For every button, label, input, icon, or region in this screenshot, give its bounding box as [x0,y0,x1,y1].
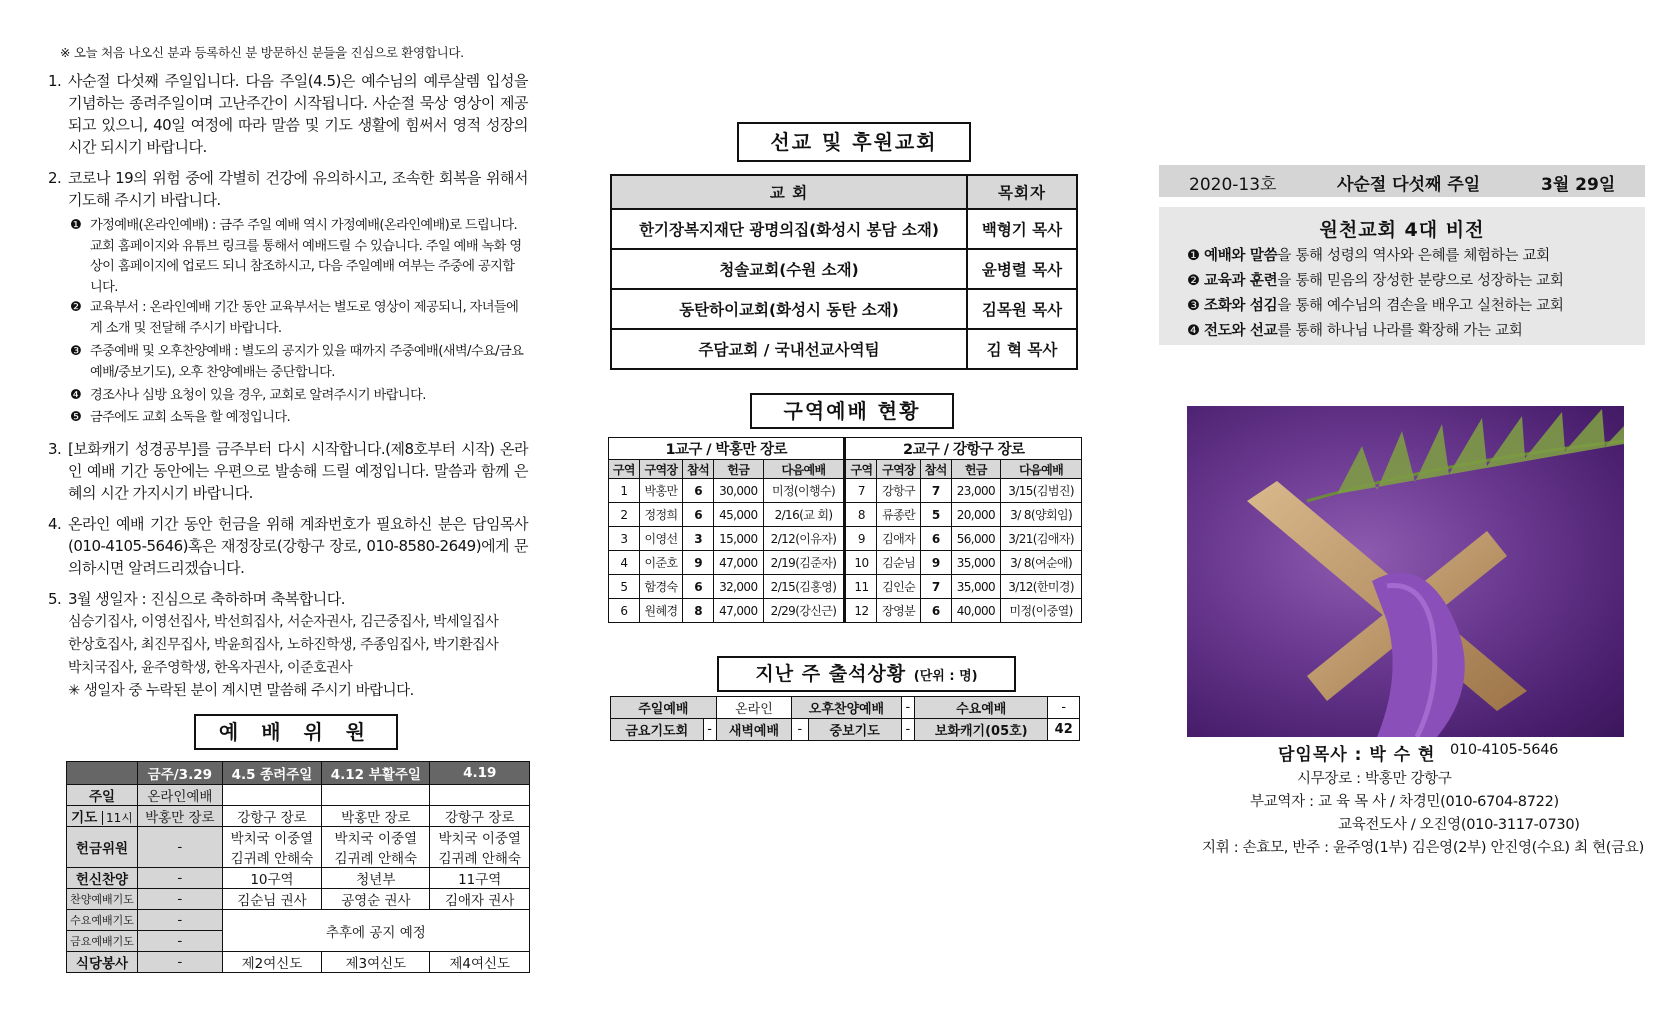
wed-prayer-label: 수요예배기도 [67,910,138,931]
district-cell: 2/29(강신근) [763,599,845,623]
district-cell: 2/12(이유자) [763,527,845,551]
vision-item-1: ❶ 예배와 말씀을 통해 성령의 역사와 은혜를 체험하는 교회 [1187,248,1550,264]
district-cell: 정정희 [639,503,682,527]
pastor-phone: 010-4105-5646 [1450,742,1559,758]
district-header-cell: 구역 [845,460,877,479]
district-cell: 2/15(김홍영) [763,575,845,599]
district-header-cell: 다음예배 [1001,460,1082,479]
district-cell: 35,000 [951,575,1001,599]
fri-prayer-label: 금요예배기도 [67,931,138,952]
district-cell: 5 [920,503,951,527]
district-cell: 9 [683,551,714,575]
col-current: 금주/3.29 [138,762,223,785]
issue-number: 2020-13호 [1189,175,1277,195]
district-cell: 23,000 [951,479,1001,503]
group2-label: 2교구 / 강항구 장로 [845,438,1082,460]
district-row [609,503,1082,527]
col-easter: 4.12 부활주일 [322,762,430,785]
district-header-cell: 구역장 [639,460,682,479]
senior-pastor: 담임목사 : 박 수 현 [1278,745,1436,765]
district-cell: 3 [609,527,640,551]
online-label: 온라인예배 [138,785,223,806]
district-cell: 김인순 [877,575,920,599]
district-cell: 3/12(한미경) [1001,575,1082,599]
vision-item-4: ❹ 전도와 선교를 통해 하나님 나라를 확장해 가는 교회 [1187,323,1523,339]
district-cell: 56,000 [951,527,1001,551]
district-header-cell: 구역장 [877,460,920,479]
afternoon-prayer-label: 찬양예배기도 [67,889,138,910]
associate-minister-2: 교육전도사 / 오진영(010-3117-0730) [1338,817,1580,833]
district-cell: 47,000 [714,551,764,575]
district-cell: 3 [683,527,714,551]
district-cell: 3/21(김애자) [1001,527,1082,551]
cross-palm-illustration [1187,406,1624,737]
district-cell: 7 [920,479,951,503]
col-4-19: 4.19 [430,762,530,785]
district-cell: 함경숙 [639,575,682,599]
district-cell: 7 [845,479,877,503]
district-cell: 이준호 [639,551,682,575]
district-cell: 4 [609,551,640,575]
district-cell: 박홍만 [639,479,682,503]
sunday-label: 주일 [67,785,138,806]
worship-committee-table: 금주/3.29 4.5 종려주일 4.12 부활주일 4.19 주일 온라인예배 기도 11시 박홍만 장로 강항구 장로 박홍만 장로 강항구 장로 헌금위원 - 박치국 이중열 김귀례 안해숙 박치국 이중열 김귀례 안해숙 박치국 이중열 김귀례 안해숙 헌신찬양 - 10구역 청년부 11구역 찬양예배기도 - 김순님 권사 공영순 권사 김애자 권사 수요예배기도 - 추후에 공지 예정 금요예배기도 - 식당봉사 - 제2여신도 제3여신도 제4여신도 [66,761,530,973]
prayer-label: 기도 [71,810,98,826]
sub-item-4: ❹ 경조사나 심방 요청이 있을 경우, 교회로 알려주시기 바랍니다. [70,388,426,403]
announcement-4: 4. 온라인 예배 기간 동안 헌금을 위해 계좌번호가 필요하신 분은 담임목사(010-4105-5646)혹은 재정장로(강항구 장로, 010-8580-2649)에게 문의하시면 알려드리겠습니다. [48,515,528,577]
sub-item-5: ❺ 금주에도 교회 소독을 할 예정입니다. [70,410,291,425]
district-table [608,437,1082,623]
district-cell: 9 [845,527,877,551]
district-cell: 8 [683,599,714,623]
district-cell: 3/15(김범진) [1001,479,1082,503]
birthday-names: 심승기집사, 이영선집사, 박선희집사, 서순자권사, 김근중집사, 박세일집사 한상호집사, 최진무집사, 박윤희집사, 노하진학생, 주종임집사, 박기환집사 박치국집사, 윤주영학생, 한옥자권사, 이준호권사 ✳ 생일자 중 누락된 분이 계시면 말씀해 주시기 바랍니다. [68,611,528,703]
announcement-3: 3. [보화캐기 성경공부]를 금주부터 다시 시작합니다.(제8호부터 시작) 온라인 예배 기간 동안에는 우편으로 발송해 드릴 예정입니다. 말씀과 함께 은혜의 시간 가지시기 바랍니다. [48,440,528,502]
vision-item-3: ❸ 조화와 섬김을 통해 예수님의 겸손을 배우고 실천하는 교회 [1187,298,1564,314]
district-row [609,575,1082,599]
district-cell: 15,000 [714,527,764,551]
mission-table: 교 회 목회자 한기장복지재단 광명의집(화성시 봉담 소재) 백형기 목사 청솔교회(수원 소재) 윤병렬 목사 동탄하이교회(화성시 동탄 소재) 김목원 목사 주담교회 / 국내선교사역팀 김 혁 목사 [610,174,1078,370]
district-cell: 10 [845,551,877,575]
choir-leaders: 지휘 : 손효모, 반주 : 윤주영(1부) 김은영(2부) 안진영(수요) 최 현(금요) [1202,840,1644,856]
district-cell: 6 [920,527,951,551]
sub-item-1: ❶ 가정예배(온라인예배) : 금주 주일 예배 역시 가정예배(온라인예배)로 드립니다. 교회 홈페이지와 유튜브 링크를 통해서 예배드릴 수 있습니다. 주일 예배 녹화 영상이 홈페이지에 업로드 되니 참조하시고, 다음 주일예배 여부는 주중에 공지합니다. [70,218,522,295]
district-cell: 6 [683,575,714,599]
district-cell: 35,000 [951,551,1001,575]
district-cell: 3/ 8(양회임) [1001,503,1082,527]
district-row [609,479,1082,503]
district-row [609,551,1082,575]
district-cell: 김애자 [877,527,920,551]
district-title: 구역예배 현황 [750,393,954,429]
sub-item-2: ❷ 교육부서 : 온라인예배 기간 동안 교육부서는 별도로 영상이 제공되니, 자녀들에게 소개 및 전달해 주시기 바랍니다. [70,300,519,336]
district-header-cell: 참석 [683,460,714,479]
district-cell: 6 [683,503,714,527]
lent-cross-photo [1187,406,1624,737]
district-cell: 미정(이중열) [1001,599,1082,623]
later-notice: 추후에 공지 예정 [222,910,529,952]
offering-label: 헌금위원 [67,827,138,868]
associate-minister-1: 부교역자 : 교 육 목 사 / 차경민(010-6704-8722) [1250,794,1559,810]
district-cell: 12 [845,599,877,623]
attendance-title: 지난 주 출석상황 (단위 : 명) [717,656,1016,692]
district-cell: 20,000 [951,503,1001,527]
district-cell: 47,000 [714,599,764,623]
vision-item-2: ❷ 교육과 훈련을 통해 믿음의 장성한 분량으로 성장하는 교회 [1187,273,1564,289]
vision-title: 원천교회 4대 비전 [1319,219,1485,241]
district-cell: 2/19(김준자) [763,551,845,575]
district-header-cell: 헌금 [714,460,764,479]
attendance-table: 주일예배 온라인 오후찬양예배 - 수요예배 - 금요기도회 - 새벽예배 - 중보기도 - 보화캐기(05호) 42 [610,696,1080,741]
welcome-note: ※ 오늘 처음 나오신 분과 등록하신 분 방문하신 분들을 진심으로 환영합니다. [60,45,464,60]
worship-committee-title: 예 배 위 원 [194,714,398,750]
district-cell: 김순님 [877,551,920,575]
district-cell: 원혜경 [639,599,682,623]
palm-leaf [1307,409,1624,501]
district-row [609,599,1082,623]
district-cell: 이영선 [639,527,682,551]
district-cell: 32,000 [714,575,764,599]
announcement-1: 1. 사순절 다섯째 주일입니다. 다음 주일(4.5)은 예수님의 예루살렘 입성을 기념하는 종려주일이며 고난주간이 시작됩니다. 사순절 묵상 영상이 제공되고 있으니, 40일 여정에 따라 말씀 및 기도 생활에 힘써서 영적 성장의 시간 되시기 바랍니다. [48,72,528,156]
district-row [609,527,1082,551]
bulletin-date: 3월 29일 [1541,175,1616,195]
district-cell: 3/ 8(여순애) [1001,551,1082,575]
district-cell: 40,000 [951,599,1001,623]
district-cell: 류종란 [877,503,920,527]
district-header-cell: 구역 [609,460,640,479]
col-palm-sunday: 4.5 종려주일 [222,762,322,785]
district-cell: 미정(이행수) [763,479,845,503]
announcement-2: 2. 코로나 19의 위험 중에 각별히 건강에 유의하시고, 조속한 회복을 위해서 기도해 주시기 바랍니다. [48,169,528,209]
birthday-note: ✳ 생일자 중 누락된 분이 계시면 말씀해 주시기 바랍니다. [68,683,414,699]
district-cell: 6 [683,479,714,503]
district-cell: 강항구 [877,479,920,503]
district-header-cell: 다음예배 [763,460,845,479]
district-cell: 1 [609,479,640,503]
district-cell: 6 [920,599,951,623]
bulletin-header [1159,165,1645,197]
district-header-cell: 참석 [920,460,951,479]
vision-box [1159,207,1645,345]
district-header-cell: 헌금 [951,460,1001,479]
district-cell: 11 [845,575,877,599]
meal-label: 식당봉사 [67,952,138,973]
announcement-5: 5. 3월 생일자 : 진심으로 축하하며 축복합니다. [48,590,346,608]
praise-label: 헌신찬양 [67,868,138,889]
bulletin-title: 사순절 다섯째 주일 [1337,175,1481,195]
district-cell: 7 [920,575,951,599]
mission-title: 선교 및 후원교회 [737,122,971,162]
elders: 시무장로 : 박홍만 강항구 [1297,771,1452,787]
service-time: 11시 [102,811,133,825]
district-cell: 2/16(교 회) [763,503,845,527]
sub-item-3: ❸ 주중예배 및 오후찬양예배 : 별도의 공지가 있을 때까지 주중예배(새벽/수요/금요예배/중보기도), 오후 찬양예배는 중단합니다. [70,344,524,380]
district-cell: 30,000 [714,479,764,503]
attendance-unit: (단위 : 명) [913,669,978,684]
group1-label: 1교구 / 박홍만 장로 [609,438,845,460]
district-cell: 45,000 [714,503,764,527]
district-cell: 6 [609,599,640,623]
district-cell: 5 [609,575,640,599]
district-cell: 장영분 [877,599,920,623]
district-cell: 2 [609,503,640,527]
district-cell: 8 [845,503,877,527]
district-cell: 9 [920,551,951,575]
